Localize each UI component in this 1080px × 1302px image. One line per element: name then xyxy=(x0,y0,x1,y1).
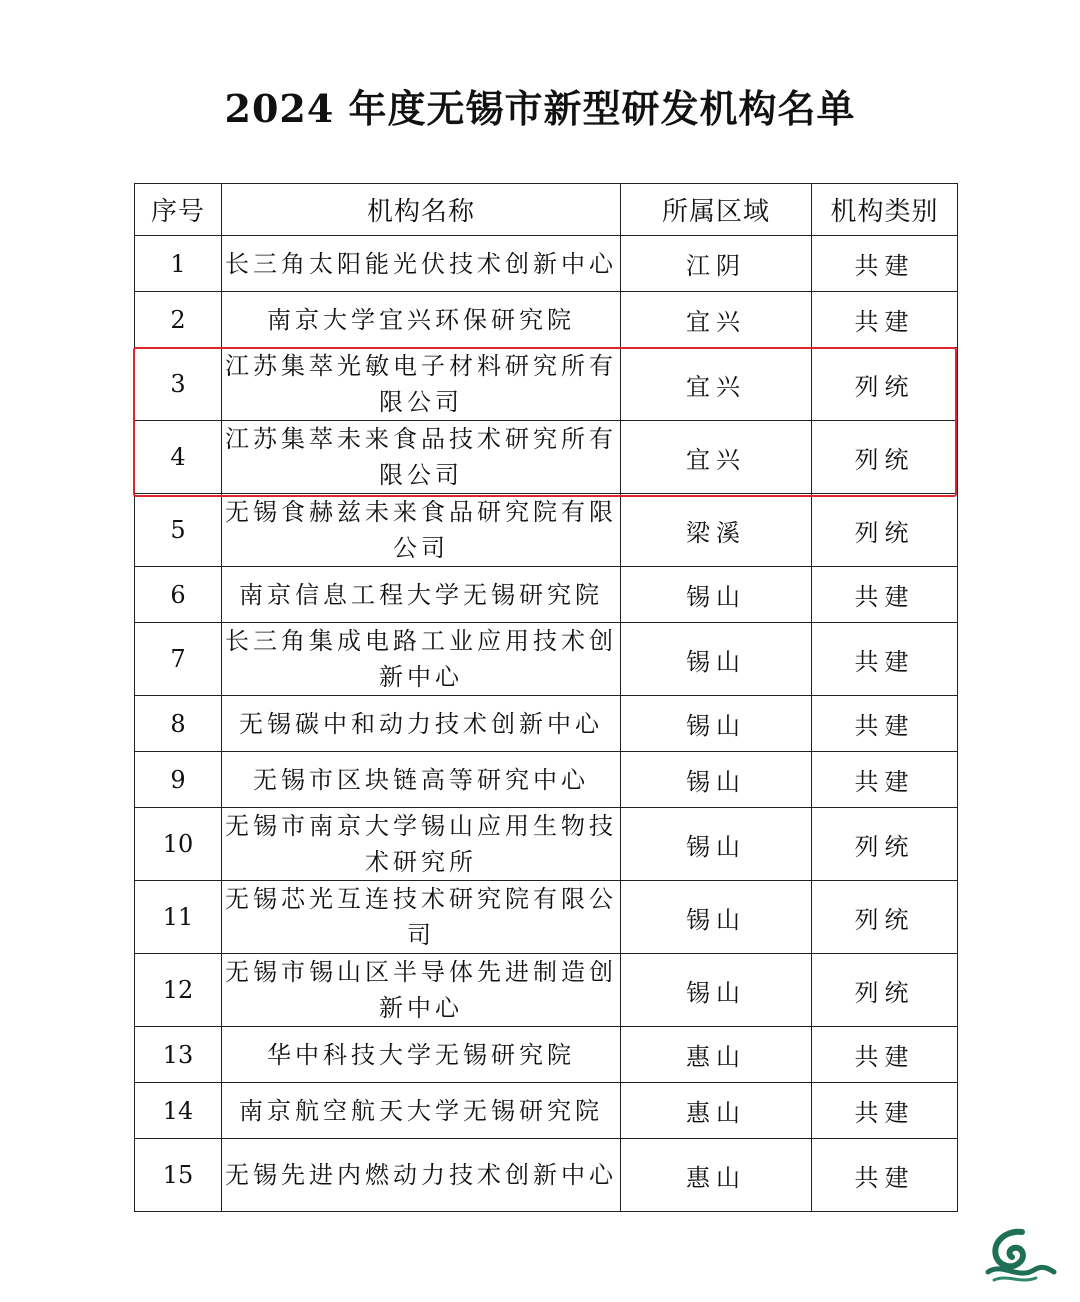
row-no: 10 xyxy=(135,808,222,881)
row-name: 无锡食赫兹未来食品研究院有限公司 xyxy=(222,494,621,567)
table-row xyxy=(135,954,958,1027)
table-row xyxy=(135,348,958,421)
row-name: 无锡市区块链高等研究中心 xyxy=(222,752,621,808)
row-region: 惠山 xyxy=(621,1027,812,1083)
row-no: 6 xyxy=(135,567,222,623)
row-no: 9 xyxy=(135,752,222,808)
row-type: 列统 xyxy=(812,348,958,421)
row-type: 共建 xyxy=(812,752,958,808)
row-region: 锡山 xyxy=(621,623,812,696)
row-region: 锡山 xyxy=(621,808,812,881)
header-region: 所属区域 xyxy=(621,184,812,236)
page-title: 2024 年度无锡市新型研发机构名单 xyxy=(224,86,856,131)
table-row xyxy=(135,696,958,752)
table-row xyxy=(135,421,958,494)
row-type: 共建 xyxy=(812,236,958,292)
table-row xyxy=(135,752,958,808)
table-row xyxy=(135,292,958,348)
row-region: 锡山 xyxy=(621,696,812,752)
row-type: 共建 xyxy=(812,1027,958,1083)
table-row xyxy=(135,1083,958,1139)
row-type: 共建 xyxy=(812,696,958,752)
row-no: 1 xyxy=(135,236,222,292)
row-name: 南京大学宜兴环保研究院 xyxy=(222,292,621,348)
row-name: 长三角太阳能光伏技术创新中心 xyxy=(222,236,621,292)
row-region: 宜兴 xyxy=(621,348,812,421)
table-row xyxy=(135,567,958,623)
row-no: 7 xyxy=(135,623,222,696)
table-row xyxy=(135,494,958,567)
table-row xyxy=(135,623,958,696)
row-name: 江苏集萃光敏电子材料研究所有限公司 xyxy=(222,348,621,421)
row-type: 列统 xyxy=(812,421,958,494)
row-type: 共建 xyxy=(812,1139,958,1212)
row-region: 锡山 xyxy=(621,881,812,954)
row-no: 3 xyxy=(135,348,222,421)
wave-logo-icon xyxy=(984,1222,1064,1284)
row-name: 长三角集成电路工业应用技术创新中心 xyxy=(222,623,621,696)
row-type: 共建 xyxy=(812,292,958,348)
row-no: 8 xyxy=(135,696,222,752)
table-row xyxy=(135,881,958,954)
row-type: 列统 xyxy=(812,954,958,1027)
row-no: 11 xyxy=(135,881,222,954)
row-region: 锡山 xyxy=(621,567,812,623)
row-type: 共建 xyxy=(812,567,958,623)
row-name: 华中科技大学无锡研究院 xyxy=(222,1027,621,1083)
row-no: 12 xyxy=(135,954,222,1027)
header-no: 序号 xyxy=(135,184,222,236)
row-name: 江苏集萃未来食品技术研究所有限公司 xyxy=(222,421,621,494)
row-name: 无锡市南京大学锡山应用生物技术研究所 xyxy=(222,808,621,881)
row-name: 南京信息工程大学无锡研究院 xyxy=(222,567,621,623)
table-row xyxy=(135,236,958,292)
row-no: 5 xyxy=(135,494,222,567)
row-region: 宜兴 xyxy=(621,421,812,494)
row-no: 14 xyxy=(135,1083,222,1139)
row-no: 2 xyxy=(135,292,222,348)
row-region: 惠山 xyxy=(621,1083,812,1139)
row-type: 共建 xyxy=(812,1083,958,1139)
table-header-row xyxy=(135,184,958,236)
row-type: 列统 xyxy=(812,881,958,954)
row-region: 锡山 xyxy=(621,752,812,808)
row-name: 无锡碳中和动力技术创新中心 xyxy=(222,696,621,752)
row-region: 梁溪 xyxy=(621,494,812,567)
row-type: 列统 xyxy=(812,494,958,567)
row-no: 4 xyxy=(135,421,222,494)
row-name: 无锡芯光互连技术研究院有限公司 xyxy=(222,881,621,954)
row-name: 无锡市锡山区半导体先进制造创新中心 xyxy=(222,954,621,1027)
table-row xyxy=(135,1139,958,1212)
row-region: 锡山 xyxy=(621,954,812,1027)
row-name: 无锡先进内燃动力技术创新中心 xyxy=(222,1139,621,1212)
table-row xyxy=(135,808,958,881)
row-type: 列统 xyxy=(812,808,958,881)
row-type: 共建 xyxy=(812,623,958,696)
row-no: 13 xyxy=(135,1027,222,1083)
table-row xyxy=(135,1027,958,1083)
row-no: 15 xyxy=(135,1139,222,1212)
row-region: 宜兴 xyxy=(621,292,812,348)
institution-table xyxy=(134,183,958,1212)
row-name: 南京航空航天大学无锡研究院 xyxy=(222,1083,621,1139)
header-name: 机构名称 xyxy=(222,184,621,236)
header-type: 机构类别 xyxy=(812,184,958,236)
row-region: 江阴 xyxy=(621,236,812,292)
row-region: 惠山 xyxy=(621,1139,812,1212)
